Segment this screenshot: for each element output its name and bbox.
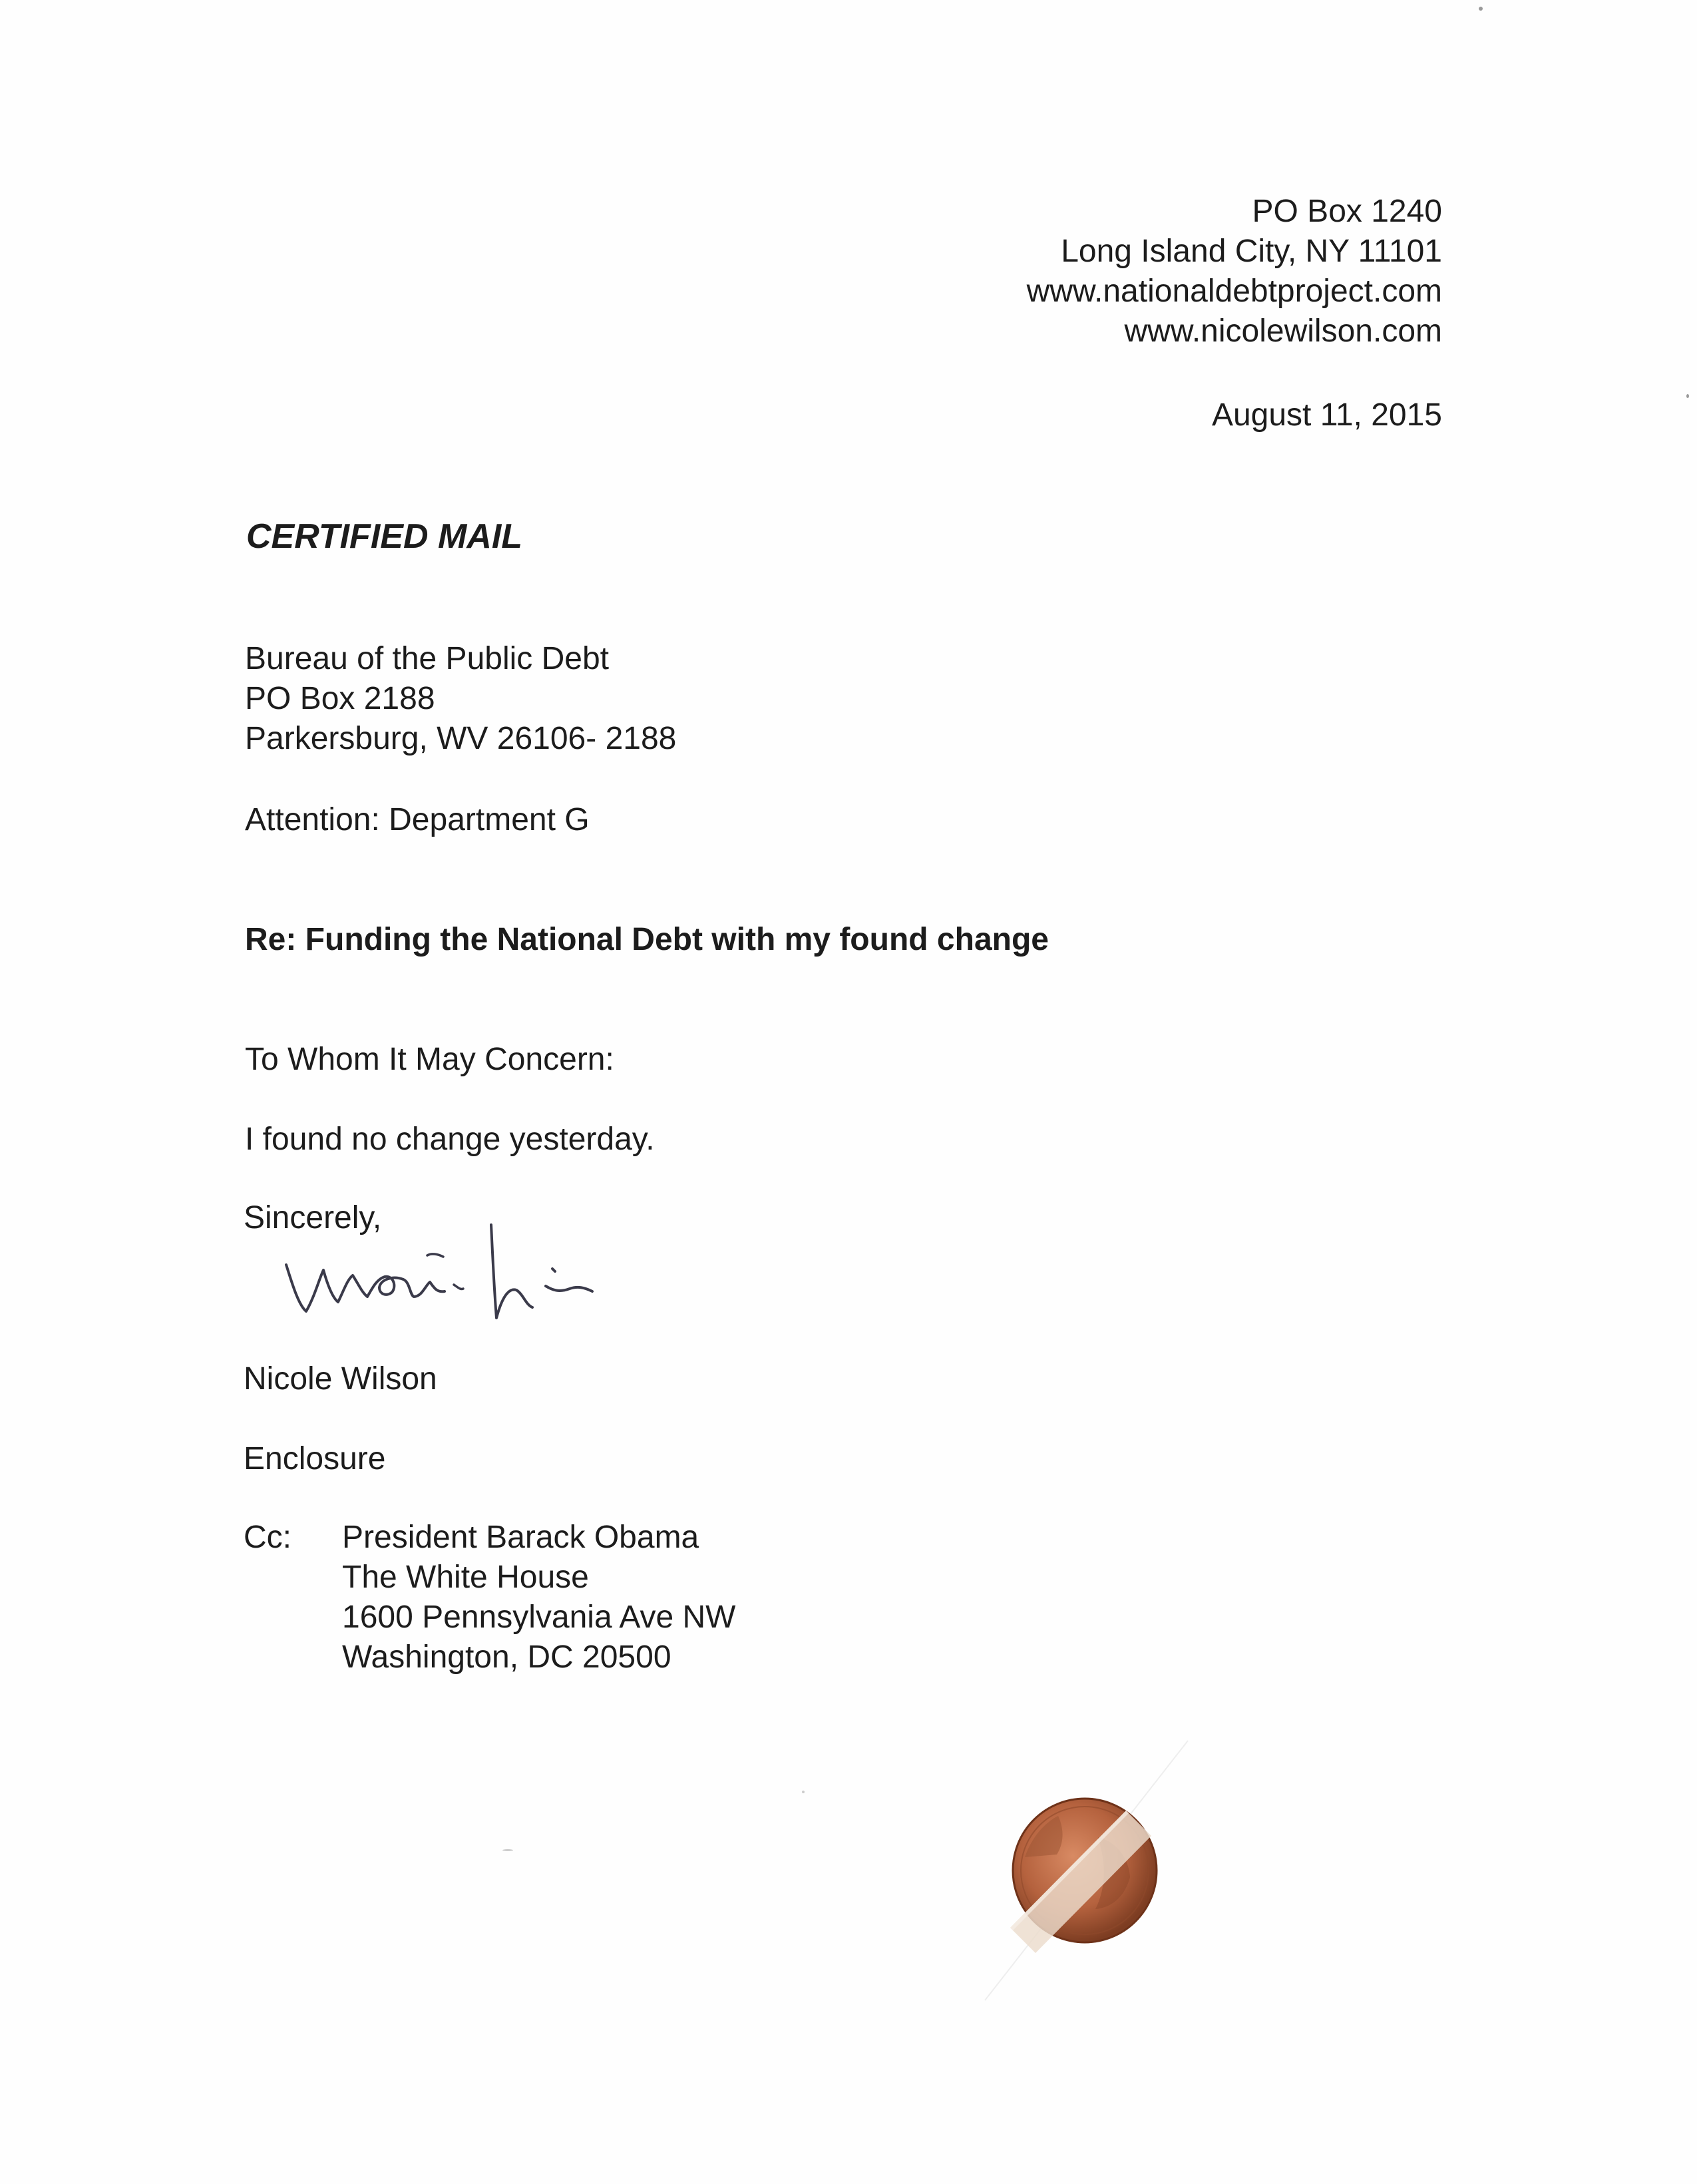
recipient-line: PO Box 2188 <box>245 681 435 716</box>
enclosure-note: Enclosure <box>244 1441 386 1476</box>
closing: Sincerely, <box>244 1200 382 1235</box>
scan-speck <box>502 1849 513 1851</box>
letter-body: I found no change yesterday. <box>245 1122 655 1157</box>
cc-line: President Barack Obama <box>342 1520 699 1555</box>
handwritten-signature-icon <box>280 1218 639 1338</box>
return-address-line: Long Island City, NY 11101 <box>1061 234 1442 269</box>
signer-name: Nicole Wilson <box>244 1361 437 1397</box>
return-address-line: www.nationaldebtproject.com <box>1026 274 1442 309</box>
return-address-line: PO Box 1240 <box>1252 194 1442 229</box>
subject-line: Re: Funding the National Debt with my found change <box>245 922 1049 957</box>
letter-date: August 11, 2015 <box>1211 397 1442 433</box>
delivery-method: CERTIFIED MAIL <box>246 517 523 556</box>
scan-speck <box>802 1791 805 1793</box>
salutation: To Whom It May Concern: <box>245 1042 614 1077</box>
scan-speck <box>1686 394 1689 398</box>
cc-line: Washington, DC 20500 <box>342 1639 671 1675</box>
recipient-line: Parkersburg, WV 26106- 2188 <box>245 721 677 756</box>
attention-line: Attention: Department G <box>245 802 590 837</box>
cc-line: 1600 Pennsylvania Ave NW <box>342 1600 736 1635</box>
return-address-line: www.nicolewilson.com <box>1124 314 1442 349</box>
recipient-address <box>245 639 676 759</box>
recipient-line: Bureau of the Public Debt <box>245 641 610 676</box>
penny-taped-icon <box>978 1737 1191 2004</box>
cc-line: The White House <box>342 1560 589 1595</box>
return-address <box>1027 192 1442 351</box>
scan-speck <box>1479 7 1483 11</box>
cc-address <box>342 1518 735 1677</box>
cc-label: Cc: <box>244 1520 291 1555</box>
